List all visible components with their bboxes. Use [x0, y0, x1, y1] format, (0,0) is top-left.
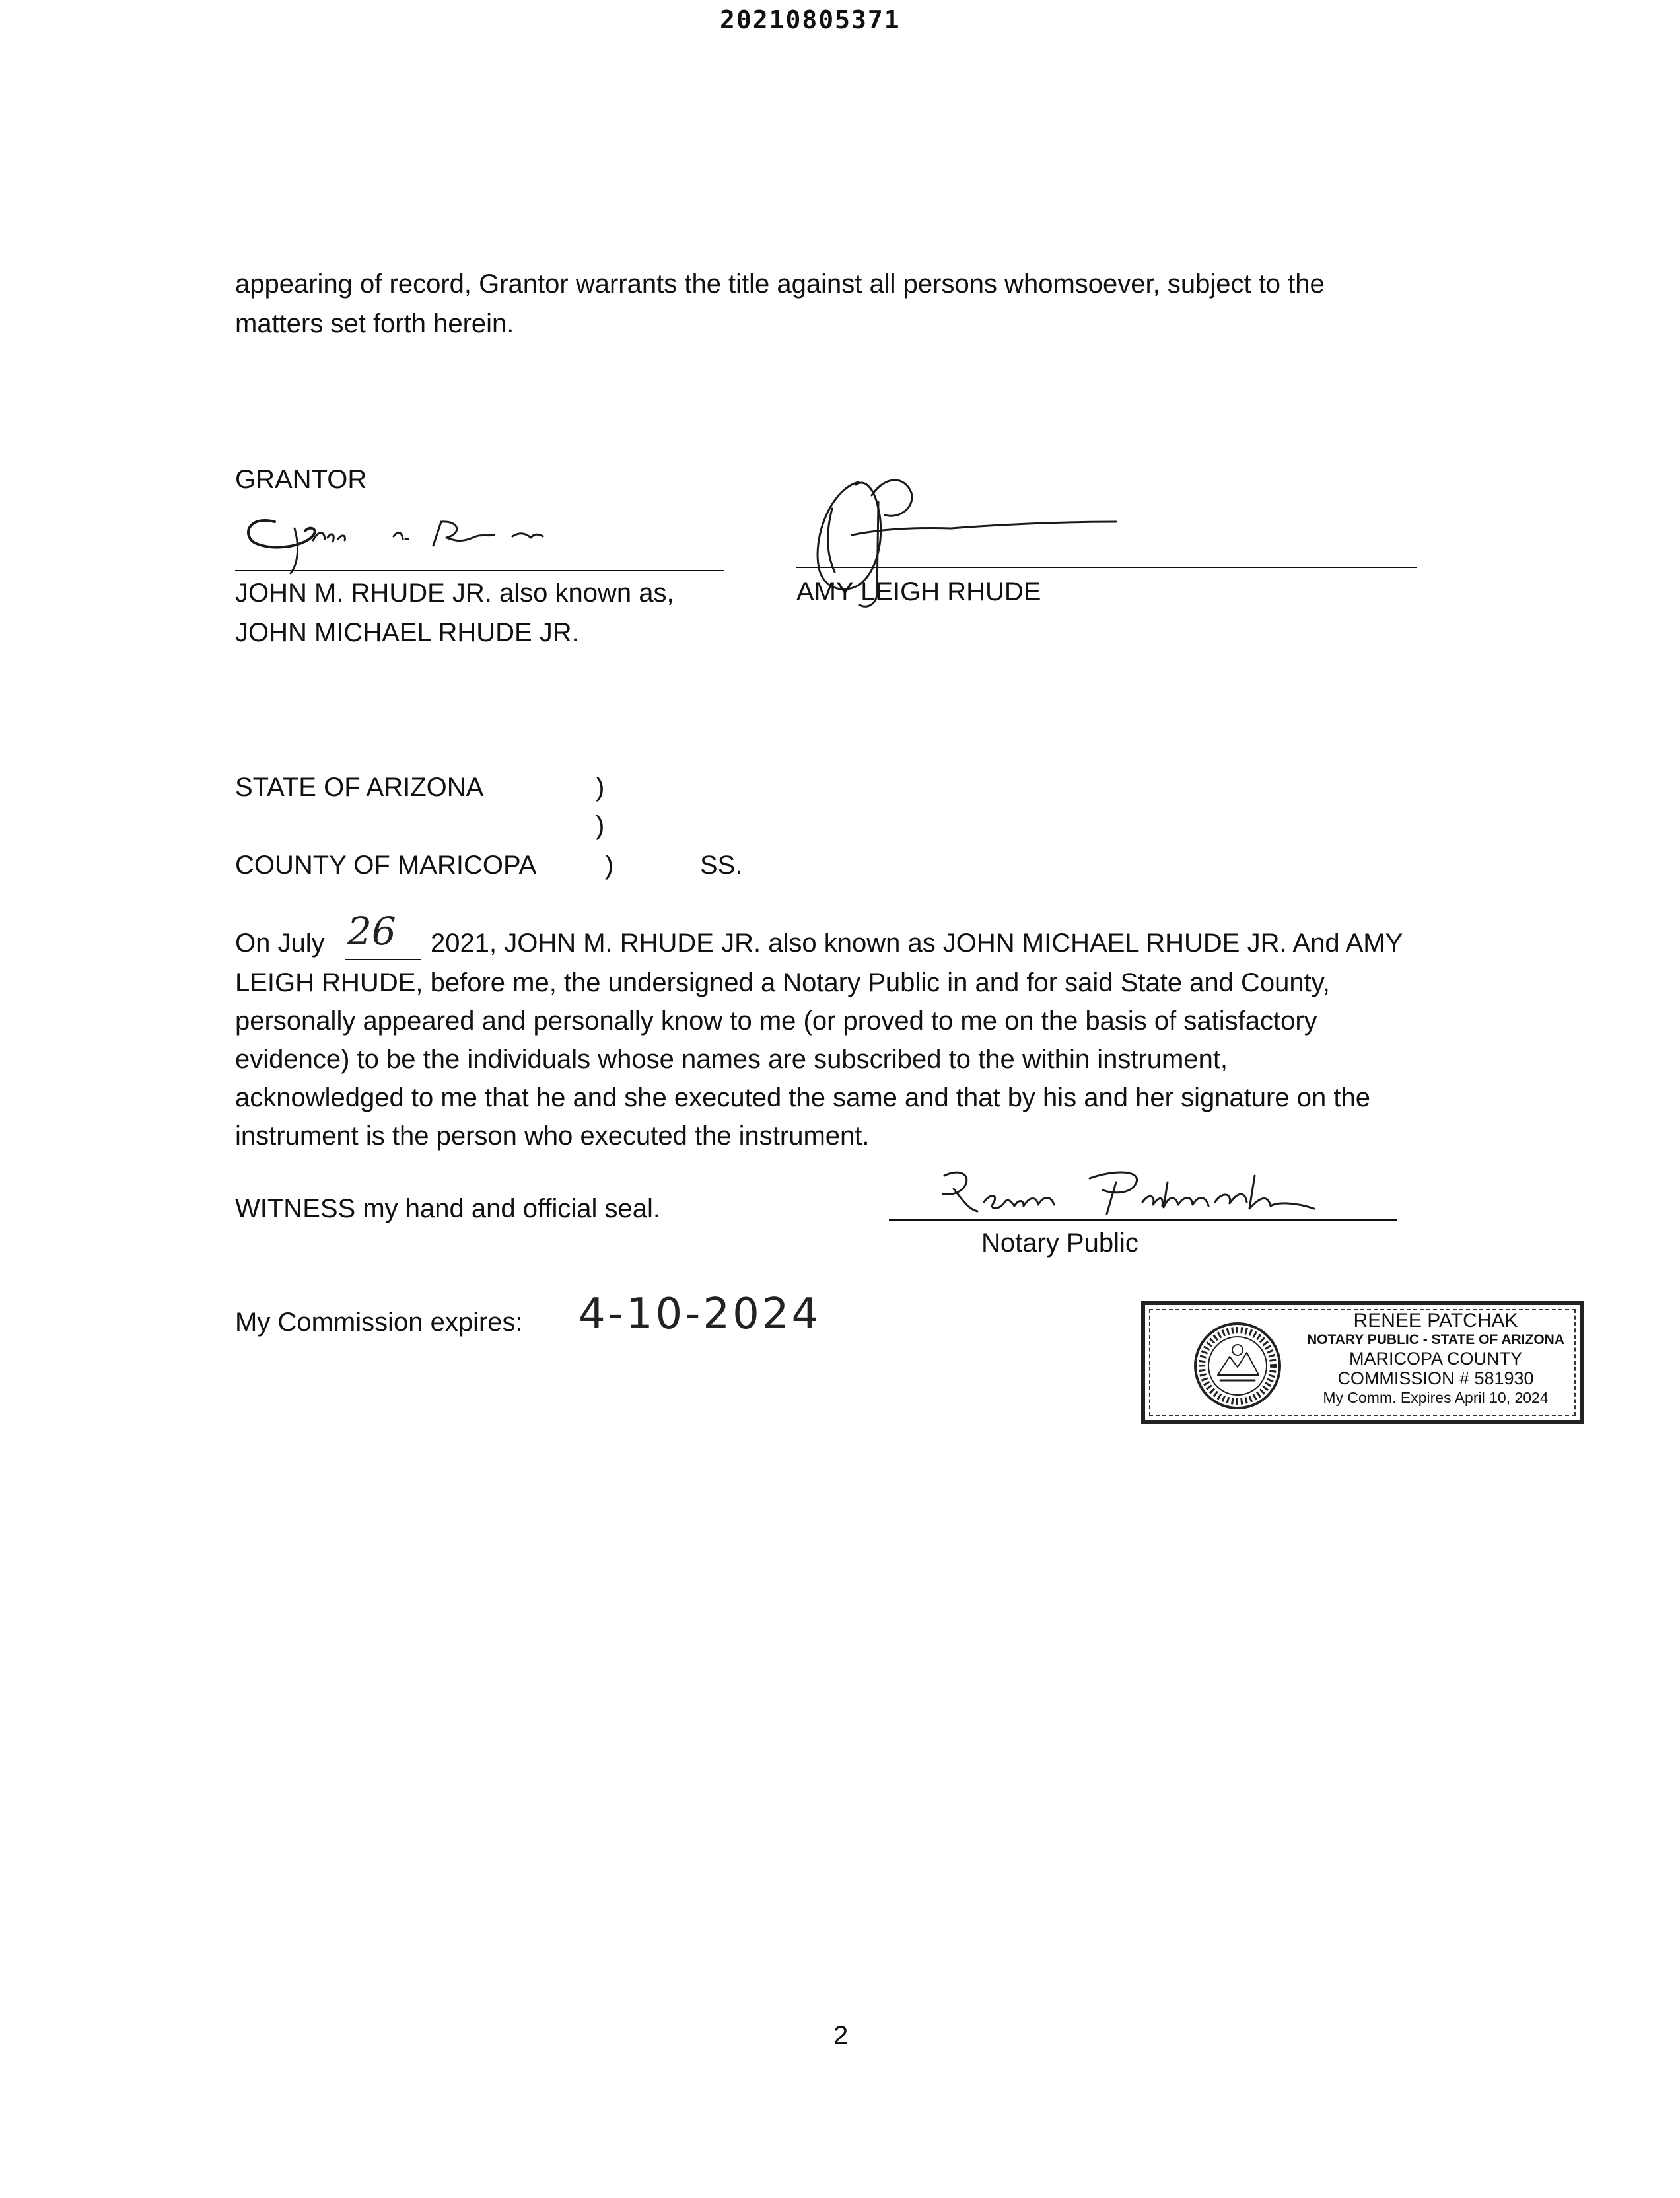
- grantor-signature-line-amy: [796, 567, 1417, 568]
- stamp-notary-name: RENEE PATCHAK: [1353, 1310, 1518, 1331]
- notary-stamp-text: [1297, 1310, 1574, 1407]
- stamp-notary-title: NOTARY PUBLIC - STATE OF ARIZONA: [1306, 1332, 1565, 1347]
- venue-paren-2: ): [596, 811, 605, 840]
- commission-label: My Commission expires:: [235, 1308, 523, 1337]
- grantor-john-aka: JOHN MICHAEL RHUDE JR.: [235, 618, 579, 647]
- deed-continuation-line-2: matters set forth herein.: [235, 309, 514, 338]
- stamp-county: MARICOPA COUNTY: [1348, 1349, 1523, 1368]
- ack-line-2: LEIGH RHUDE, before me, the undersigned a Notary Public in and for said State and County,: [235, 968, 1330, 997]
- grantor-john-name: JOHN M. RHUDE JR. also known as,: [235, 579, 674, 608]
- witness-text: WITNESS my hand and official seal.: [235, 1194, 660, 1223]
- grantor-signature-line-john: [235, 570, 724, 571]
- ack-day-handwritten: 26: [347, 909, 396, 954]
- ack-line-4: evidence) to be the individuals whose names are subscribed to the within instrument,: [235, 1045, 1228, 1074]
- grantor-heading: GRANTOR: [235, 465, 367, 494]
- notary-signature: [925, 1156, 1413, 1222]
- ack-on-july: On July: [235, 929, 325, 958]
- venue-paren-1: ): [596, 773, 605, 802]
- recording-number: 20210805371: [720, 5, 901, 34]
- stamp-expiration: My Comm. Expires April 10, 2024: [1323, 1389, 1549, 1406]
- venue-ss: SS.: [700, 851, 743, 880]
- ack-line-6: instrument is the person who executed the instrument.: [235, 1121, 870, 1151]
- page-number: 2: [833, 2021, 849, 2050]
- grantor-amy-name: AMY LEIGH RHUDE: [796, 577, 1041, 606]
- notary-signature-line: [889, 1219, 1397, 1221]
- ack-line-3: personally appeared and personally know to me (or proved to me on the basis of satisfactory: [235, 1007, 1317, 1036]
- venue-paren-3: ): [605, 851, 614, 880]
- ack-day-blank: [345, 909, 421, 960]
- ack-line-1: 2021, JOHN M. RHUDE JR. also known as JOHN MICHAEL RHUDE JR. And AMY: [431, 929, 1403, 958]
- notary-title: Notary Public: [981, 1228, 1138, 1258]
- venue-county: COUNTY OF MARICOPA: [235, 851, 537, 880]
- deed-continuation-line-1: appearing of record, Grantor warrants the title against all persons whomsoever, subject to the: [235, 269, 1325, 299]
- arizona-state-seal: [1191, 1320, 1284, 1412]
- venue-state: STATE OF ARIZONA: [235, 773, 484, 802]
- stamp-commission-number: COMMISSION # 581930: [1337, 1368, 1534, 1388]
- notary-stamp: [1141, 1301, 1584, 1424]
- ack-line-5: acknowledged to me that he and she executed the same and that by his and her signature on the: [235, 1083, 1370, 1112]
- commission-handwritten-date: 4-10-2024: [578, 1290, 822, 1339]
- grantor-signature-john: [235, 502, 605, 575]
